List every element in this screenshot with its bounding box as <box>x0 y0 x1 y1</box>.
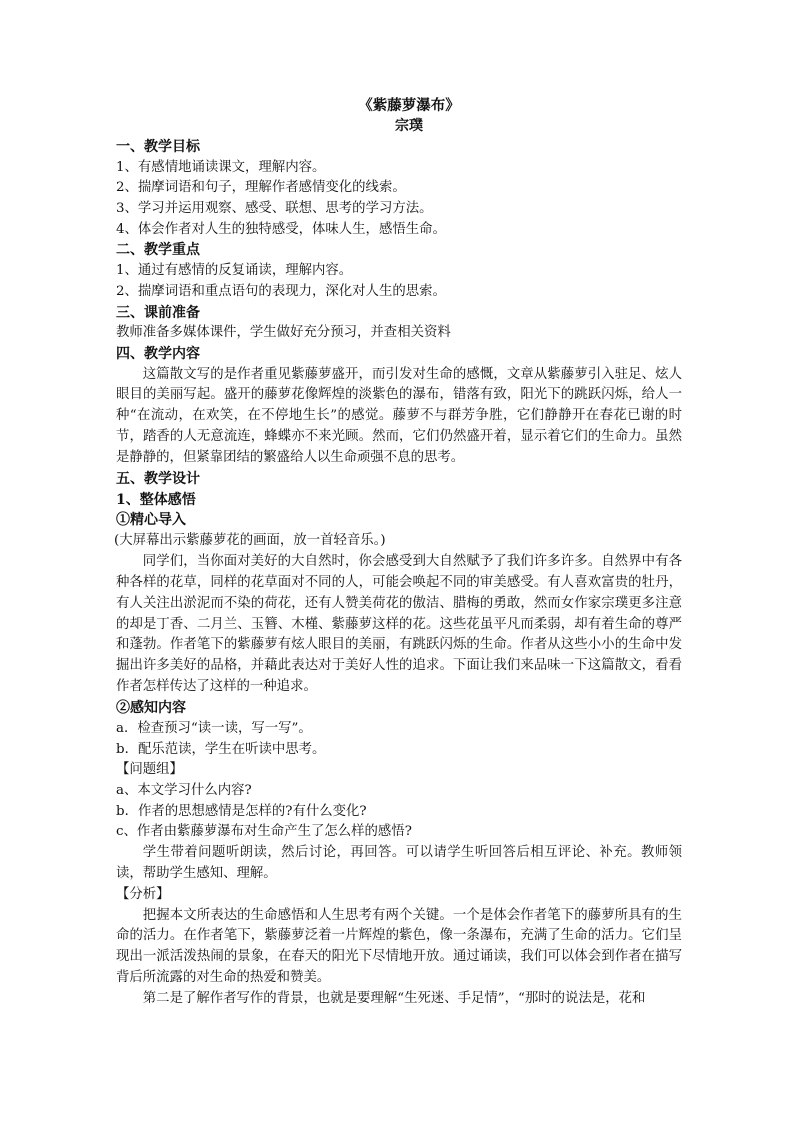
perception-item: b．配乐范读，学生在听读中思考。 <box>116 741 326 757</box>
introduction-paragraph: 同学们，当你面对美好的大自然时，你会感受到大自然赋予了我们许多许多。自然界中有各种各样的花草，同样的花草面对不同的人，可能会唤起不同的审美感受。有人喜欢富贵的牡丹，有人关注出淤泥而不染的荷花，还有人赞美荷花的傲洁、腊梅的勇敢，然而女作家宗璞更多注意的却是丁香、二月兰、玉簪、木槿、紫藤萝这样的花。这些花虽平凡而柔弱，却有着生命的尊严和蓬勃。作者笔下的紫藤萝有炫人眼目的美丽，有跳跃闪烁的生命。作者从这些小小的生命中发掘出许多美好的品格，并藉此表达对于美好人性的追求。下面让我们来品味一下这篇散文，看看作者怎样传达了这样的一种追求。 <box>116 553 682 695</box>
section-heading-design: 五、教学设计 <box>116 471 200 488</box>
question-item: b．作者的思想感情是怎样的?有什么变化? <box>116 803 367 819</box>
key-point-item: 2、揣摩词语和重点语句的表现力，深化对人生的思索。 <box>116 283 446 299</box>
introduction-note: (大屏幕出示紫藤萝花的画面，放一首轻音乐。) <box>114 533 386 549</box>
goal-item: 1、有感情地诵读课文，理解内容。 <box>116 159 326 175</box>
step-heading-perception: ②感知内容 <box>116 700 186 717</box>
goal-item: 4、体会作者对人生的独特感受，体味人生，感悟生命。 <box>116 221 446 237</box>
document-author: 宗璞 <box>395 118 423 134</box>
section-heading-content: 四、教学内容 <box>116 345 200 362</box>
perception-item: a．检查预习“读一读，写一写”。 <box>116 720 312 736</box>
content-paragraph: 这篇散文写的是作者重见紫藤萝盛开，而引发对生命的感慨，文章从紫藤萝引入驻足、炫人眼目的美丽写起。盛开的藤萝花像辉煌的淡紫色的瀑布，错落有致，阳光下的跳跃闪烁，给人一种“在流动，在欢笑，在不停地生长”的感觉。藤萝不与群芳争胜，它们静静开在春花已谢的时节，踏香的人无意流连，蜂蝶亦不来光顾。然而，它们仍然盛开着，显示着它们的生命力。虽然是静静的，但紧靠团结的繁盛给人以生命顽强不息的思考。 <box>116 366 682 466</box>
analysis-paragraph: 第二是了解作者写作的背景，也就是要理解“生死迷、手足情”，“那时的说法是，花和 <box>142 991 646 1007</box>
document-title: 《紫藤萝瀑布》 <box>358 97 460 114</box>
analysis-paragraph: 把握本文所表达的生命感悟和人生思考有两个关键。一个是体会作者笔下的藤萝所具有的生命的活力。在作者笔下，紫藤萝泛着一片辉煌的紫色，像一条瀑布，充满了生命的活力。它们呈现出一派活泼热闹的景象，在春天的阳光下尽情地开放。通过诵读，我们可以体会到作者在描写背后所流露的对生命的热爱和赞美。 <box>116 907 682 986</box>
section-heading-key-points: 二、教学重点 <box>116 242 200 259</box>
preparation-text: 教师准备多媒体课件，学生做好充分预习，并查相关资料 <box>116 325 451 341</box>
subsection-heading-overall: 1、整体感悟 <box>116 491 196 508</box>
questions-heading: 【问题组】 <box>116 762 183 778</box>
goal-item: 3、学习并运用观察、感受、联想、思考的学习方法。 <box>116 201 433 217</box>
question-item: a、本文学习什么内容? <box>116 782 252 798</box>
analysis-heading: 【分析】 <box>116 886 170 902</box>
section-heading-preparation: 三、课前准备 <box>116 304 200 321</box>
questions-paragraph: 学生带着问题听朗读，然后讨论，再回答。可以请学生听回答后相互评论、补充。教师领读，帮助学生感知、理解。 <box>116 845 682 881</box>
question-item: c、作者由紫藤萝瀑布对生命产生了怎么样的感悟? <box>116 824 412 840</box>
section-heading-goals: 一、教学目标 <box>116 139 200 155</box>
key-point-item: 1、通过有感情的反复诵读，理解内容。 <box>116 263 353 279</box>
step-heading-introduction: ①精心导入 <box>116 512 186 529</box>
goal-item: 2、揣摩词语和句子，理解作者感情变化的线索。 <box>116 180 406 196</box>
document-page <box>116 95 682 1010</box>
